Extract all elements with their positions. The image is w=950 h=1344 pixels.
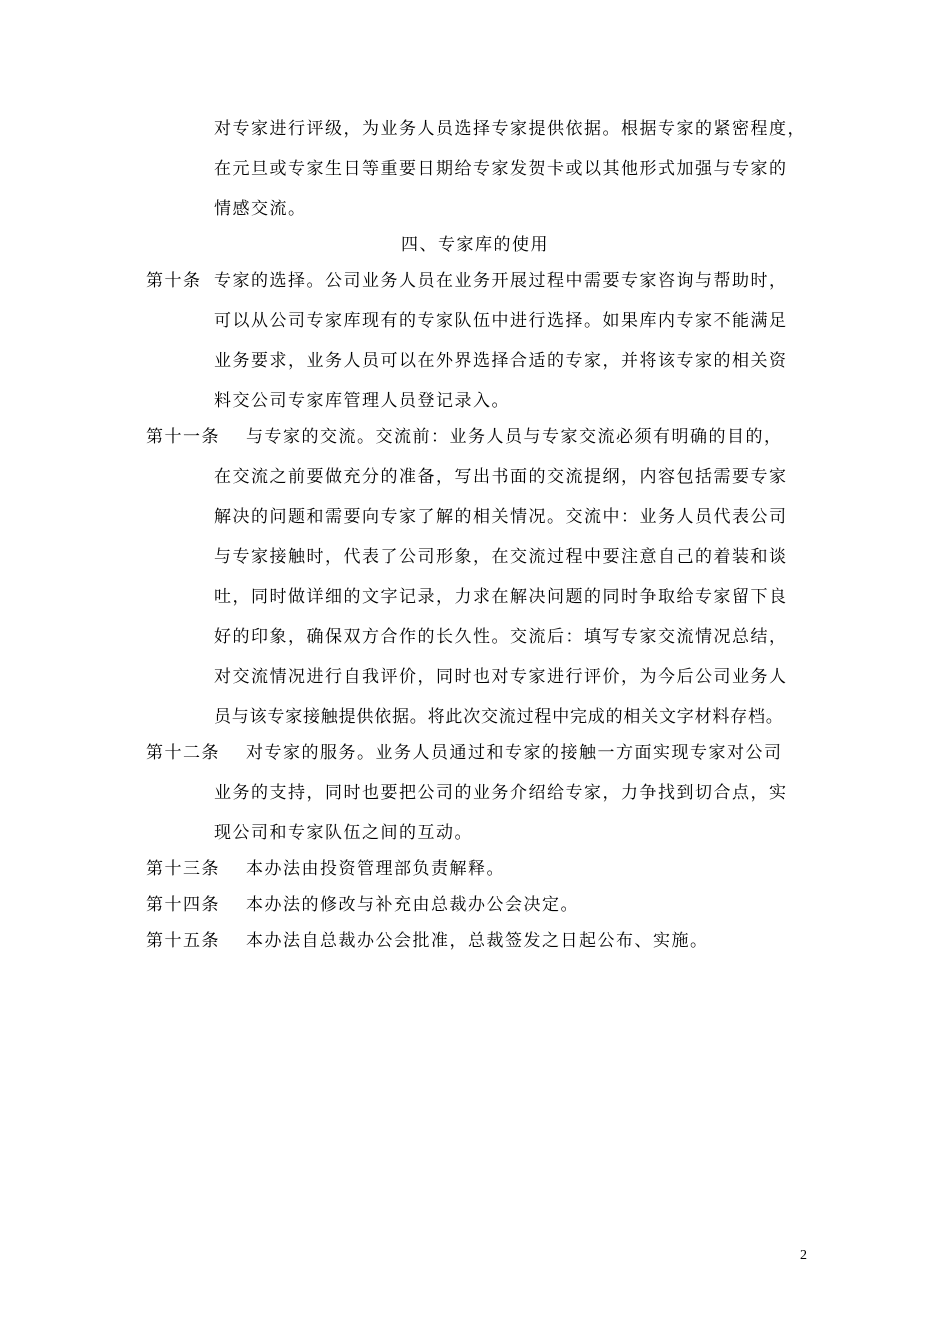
article-line: 对专家的服务。业务人员通过和专家的接触一方面实现专家对公司 — [246, 743, 783, 763]
article-label: 第十五条 — [146, 931, 220, 951]
section-heading: 四、专家库的使用 — [401, 235, 549, 255]
article-line: 本办法由投资管理部负责解释。 — [246, 859, 505, 879]
article-label: 第十四条 — [146, 895, 220, 915]
article-line: 料交公司专家库管理人员登记录入。 — [214, 391, 510, 411]
intro-line-3: 情感交流。 — [214, 199, 307, 219]
intro-line-2: 在元旦或专家生日等重要日期给专家发贺卡或以其他形式加强与专家的 — [214, 159, 788, 179]
article-line: 专家的选择。公司业务人员在业务开展过程中需要专家咨询与帮助时， — [214, 271, 788, 291]
article-line: 可以从公司专家库现有的专家队伍中进行选择。如果库内专家不能满足 — [214, 311, 788, 331]
article-line: 在交流之前要做充分的准备，写出书面的交流提纲，内容包括需要专家 — [214, 467, 788, 487]
page-number: 2 — [800, 1248, 807, 1263]
article-line: 员与该专家接触提供依据。将此次交流过程中完成的相关文字材料存档。 — [214, 707, 784, 727]
article-label: 第十二条 — [146, 743, 220, 763]
article-line: 本办法的修改与补充由总裁办公会决定。 — [246, 895, 579, 915]
article-line: 解决的问题和需要向专家了解的相关情况。交流中：业务人员代表公司 — [214, 507, 788, 527]
article-line: 好的印象，确保双方合作的长久性。交流后：填写专家交流情况总结， — [214, 627, 788, 647]
article-line: 吐，同时做详细的文字记录，力求在解决问题的同时争取给专家留下良 — [214, 587, 788, 607]
article-line: 业务要求，业务人员可以在外界选择合适的专家，并将该专家的相关资 — [214, 351, 788, 371]
article-label: 第十条 — [146, 271, 202, 291]
article-line: 本办法自总裁办公会批准，总裁签发之日起公布、实施。 — [246, 931, 709, 951]
intro-line-1: 对专家进行评级，为业务人员选择专家提供依据。根据专家的紧密程度， — [214, 119, 806, 139]
article-line: 现公司和专家队伍之间的互动。 — [214, 823, 473, 843]
article-line: 业务的支持，同时也要把公司的业务介绍给专家，力争找到切合点，实 — [214, 783, 788, 803]
article-line: 与专家的交流。交流前：业务人员与专家交流必须有明确的目的， — [246, 427, 783, 447]
article-label: 第十一条 — [146, 427, 220, 447]
article-line: 对交流情况进行自我评价，同时也对专家进行评价，为今后公司业务人 — [214, 667, 788, 687]
article-line: 与专家接触时，代表了公司形象，在交流过程中要注意自己的着装和谈 — [214, 547, 788, 567]
article-label: 第十三条 — [146, 859, 220, 879]
